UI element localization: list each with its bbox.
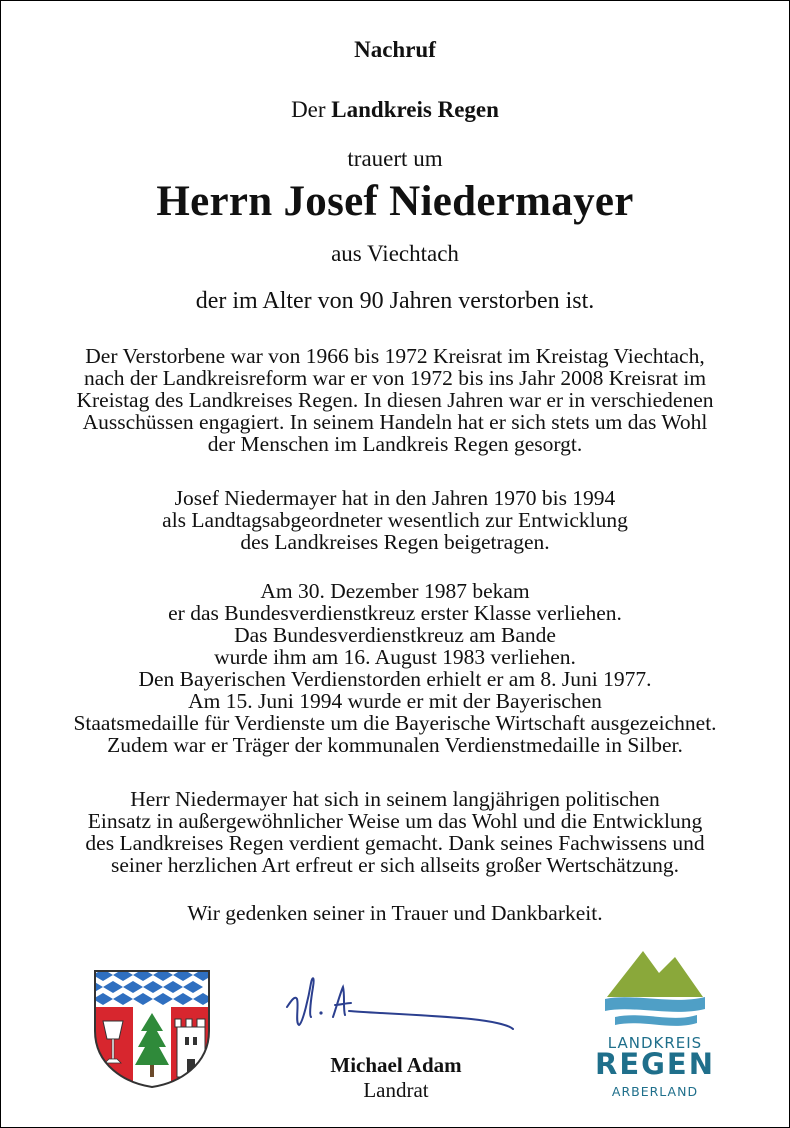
organization-line <box>1 97 789 123</box>
coat-of-arms-icon <box>93 969 211 1089</box>
text-line: seiner herzlichen Art erfreut er sich allseits großer Wertschätzung. <box>111 853 679 877</box>
text-line: Herr Niedermayer hat sich in seinem langjährigen politischen <box>130 787 660 811</box>
logo-line-regen: REGEN <box>594 1047 716 1081</box>
text-line: nach der Landkreisreform war er von 1972 bis ins Jahr 2008 Kreisrat im <box>83 366 707 390</box>
text-line: Staatsmedaille für Verdienste um die Bayerische Wirtschaft ausgezeichnet. <box>73 711 717 735</box>
paragraph-awards <box>21 580 769 756</box>
text-line: Kreistag des Landkreises Regen. In diesen Jahren war er in verschiedenen <box>76 388 714 412</box>
text-line: Wir gedenken seiner in Trauer und Dankbarkeit. <box>187 901 603 925</box>
text-line: Am 15. Juni 1994 wurde er mit der Bayerischen <box>188 689 602 713</box>
origin-line: aus Viechtach <box>331 241 459 266</box>
mourns-line: trauert um <box>347 146 443 171</box>
logo-line-landkreis: LANDKREIS <box>607 1034 703 1052</box>
text-line: des Landkreises Regen verdient gemacht. Dank seines Fachwissens und <box>85 831 705 855</box>
text-line: der Menschen im Landkreis Regen gesorgt. <box>207 432 583 456</box>
text-line: als Landtagsabgeordneter wesentlich zur Entwicklung <box>162 508 628 532</box>
text-line: wurde ihm am 16. August 1983 verliehen. <box>214 645 576 669</box>
notice-heading: Nachruf <box>354 37 436 62</box>
text-line: Einsatz in außergewöhnlicher Weise um das Wohl und die Entwicklung <box>87 809 703 833</box>
text-line: Den Bayerischen Verdienstorden erhielt er am 8. Juni 1977. <box>138 667 652 691</box>
text-line: Das Bundesverdienstkreuz am Bande <box>234 623 556 647</box>
paragraph-career <box>21 345 769 455</box>
paragraph-landtag <box>21 487 769 553</box>
signer-name: Michael Adam <box>330 1053 462 1077</box>
age-line: der im Alter von 90 Jahren verstorben ist. <box>195 288 595 314</box>
org-name: Landkreis Regen <box>331 97 499 122</box>
logo-line-arberland: ARBERLAND <box>611 1084 699 1099</box>
landkreis-regen-logo <box>593 947 717 1107</box>
paragraph-tribute <box>21 788 769 876</box>
text-line: Der Verstorbene war von 1966 bis 1972 Kreisrat im Kreistag Viechtach, <box>85 344 705 368</box>
paragraph-closing <box>21 902 769 924</box>
text-line: Am 30. Dezember 1987 bekam <box>260 579 530 603</box>
text-line: er das Bundesverdienstkreuz erster Klasse verliehen. <box>168 601 622 625</box>
text-line: des Landkreises Regen beigetragen. <box>240 530 550 554</box>
mountain-logo-icon <box>593 947 717 1035</box>
text-line: Zudem war er Träger der kommunalen Verdienstmedaille in Silber. <box>107 733 683 757</box>
signature-icon <box>281 965 521 1043</box>
deceased-name: Herrn Josef Niedermayer <box>156 178 634 225</box>
text-line: Josef Niedermayer hat in den Jahren 1970 bis 1994 <box>174 486 616 510</box>
signer-title: Landrat <box>363 1078 429 1102</box>
org-prefix: Der <box>291 97 326 122</box>
text-line: Ausschüssen engagiert. In seinem Handeln hat er sich stets um das Wohl <box>82 410 708 434</box>
